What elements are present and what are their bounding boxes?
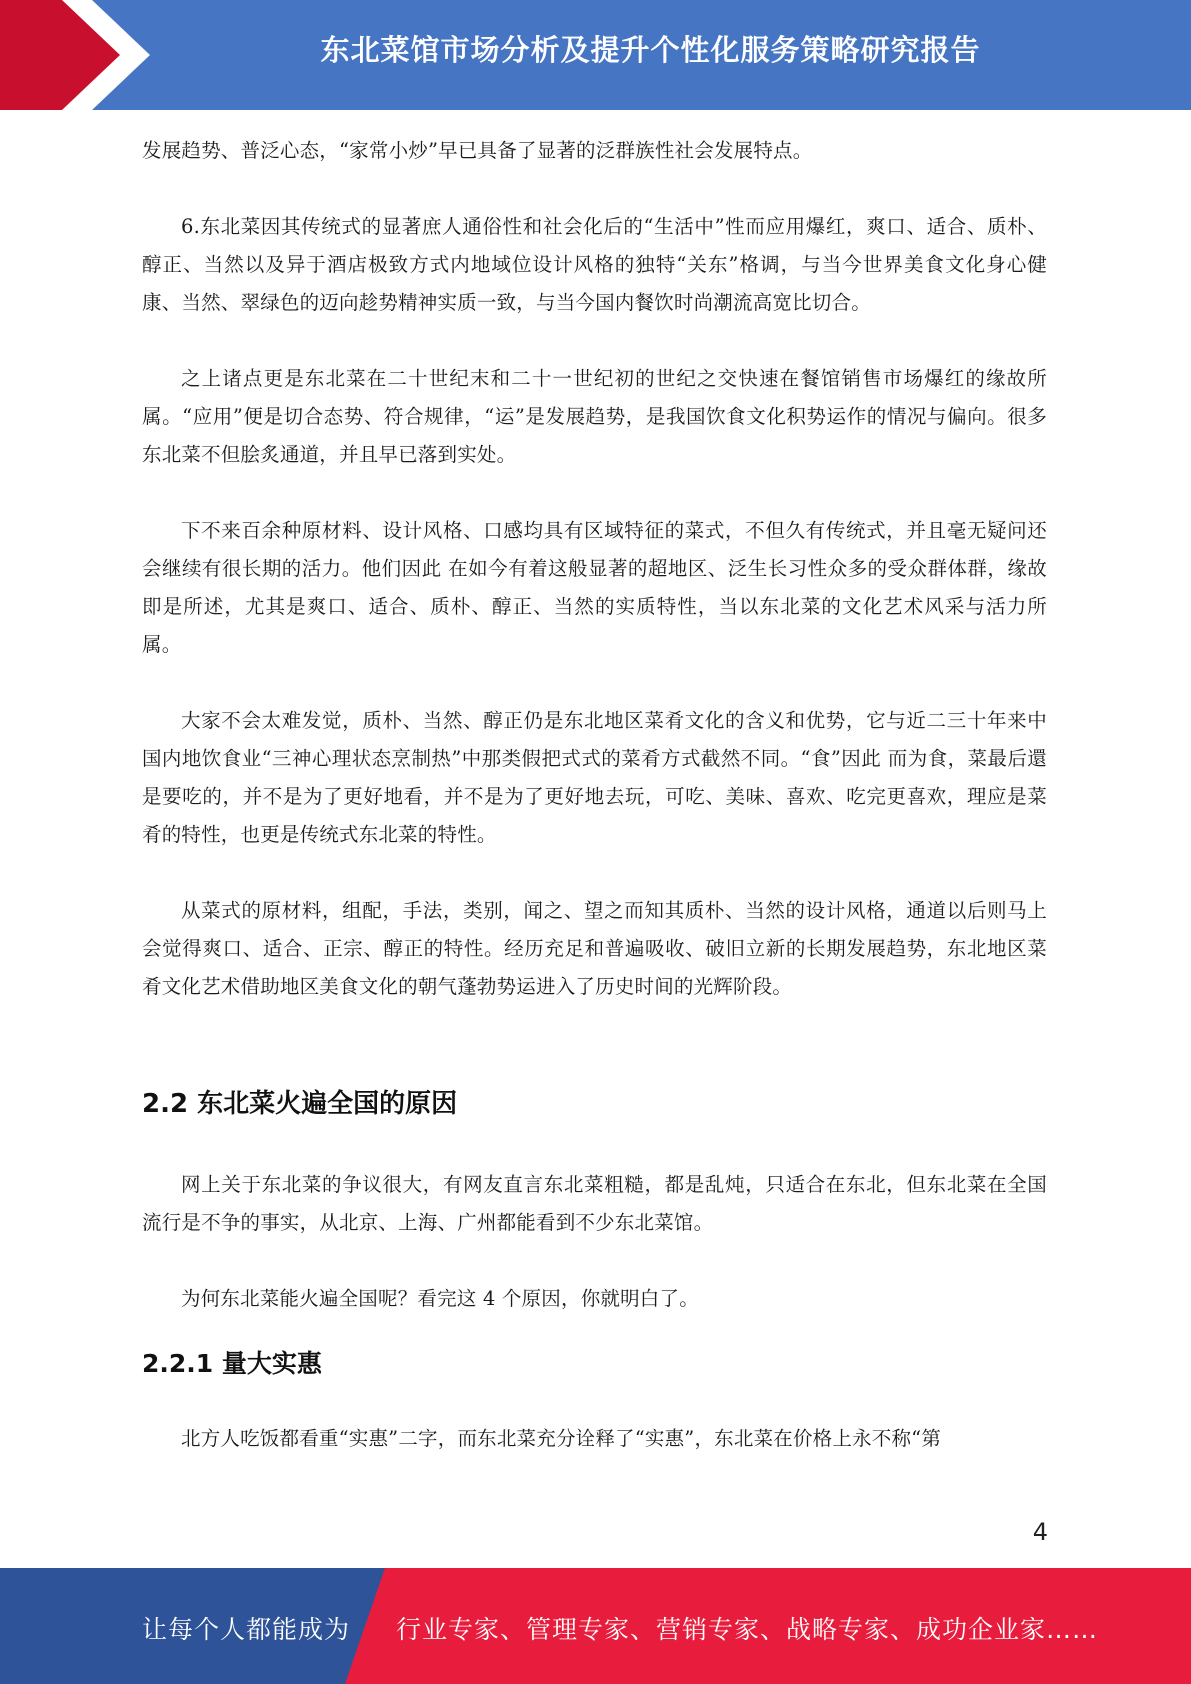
paragraph: 6.东北菜因其传统式的显著庶人通俗性和社会化后的“生活中”性而应用爆红，爽口、适合、质朴、醇正、当然以及异于酒店极致方式内地域位设计风格的独特“关东”格调，与当今世界美食文化身心健康、当然、翠绿色的迈向趁势精神实质一致，与当今国内餐饮时尚潮流高宽比切合。 — [142, 215, 1047, 314]
page-footer — [0, 1568, 1191, 1684]
header-chevron-decoration — [0, 0, 160, 110]
footer-slogan-left: 让每个人都能成为 — [142, 1615, 351, 1644]
section-heading: 2.2 东北菜火遍全国的原因 — [142, 1089, 458, 1119]
footer-slogan-right: 行业专家、管理专家、营销专家、战略专家、成功企业家…… — [396, 1615, 1099, 1644]
document-body — [142, 132, 1047, 1458]
paragraph: 北方人吃饭都看重“实惠”二字，而东北菜充分诠释了“实惠”，东北菜在价格上永不称“第 — [181, 1427, 942, 1450]
paragraph: 大家不会太难发觉，质朴、当然、醇正仍是东北地区菜肴文化的含义和优势，它与近二三十年来中国内地饮食业“三神心理状态烹制热”中那类假把式式的菜肴方式截然不同。“食”因此 而为食，菜最后還是要吃的，并不是为了更好地看，并不是为了更好地去玩，可吃、美味、喜欢、吃完更喜欢，理应是菜肴的特性，也更是传统式东北菜的特性。 — [142, 709, 1047, 846]
paragraph: 之上诸点更是东北菜在二十世纪末和二十一世纪初的世纪之交快速在餐馆销售市场爆红的缘故所属。“应用”便是切合态势、符合规律，“运”是发展趋势，是我国饮食文化积势运作的情况与偏向。很多东北菜不但脍炙通道，并且早已落到实处。 — [142, 367, 1047, 466]
paragraph: 发展趋势、普泛心态，“家常小炒”早已具备了显著的泛群族性社会发展特点。 — [142, 139, 813, 162]
subsection-heading: 2.2.1 量大实惠 — [142, 1349, 322, 1378]
header-title: 东北菜馆市场分析及提升个性化服务策略研究报告 — [320, 33, 981, 67]
paragraph: 从菜式的原材料，组配，手法，类别，闻之、望之而知其质朴、当然的设计风格，通道以后则马上会觉得爽口、适合、正宗、醇正的特性。经历充足和普遍吸收、破旧立新的长期发展趋势，东北地区菜肴文化艺术借助地区美食文化的朝气蓬勃势运进入了历史时间的光辉阶段。 — [142, 899, 1047, 998]
page-header — [0, 0, 1191, 110]
paragraph: 下不来百余种原材料、设计风格、口感均具有区域特征的菜式，不但久有传统式，并且毫无疑问还会继续有很长期的活力。他们因此 在如今有着这般显著的超地区、泛生长习性众多的受众群体群，缘故即是所述，尤其是爽口、适合、质朴、醇正、当然的实质特性，当以东北菜的文化艺术风采与活力所属。 — [142, 519, 1047, 656]
paragraph: 为何东北菜能火遍全国呢？看完这 4 个原因，你就明白了。 — [181, 1287, 699, 1310]
paragraph: 网上关于东北菜的争议很大，有网友直言东北菜粗糙，都是乱炖，只适合在东北，但东北菜在全国流行是不争的事实，从北京、上海、广州都能看到不少东北菜馆。 — [142, 1173, 1047, 1234]
page-number: 4 — [1032, 1518, 1048, 1546]
